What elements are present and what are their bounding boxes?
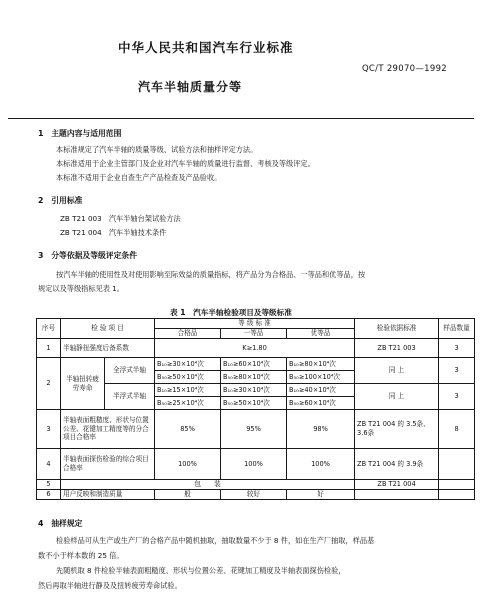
cell-sample: 3 <box>439 339 475 358</box>
cell-item: 用户反映和制造质量 <box>61 490 155 500</box>
cell-seq: 4 <box>37 449 61 480</box>
header-divider <box>8 118 474 119</box>
section-1-para: 本标准不适用于企业自查生产产品检查及产品验收。 <box>56 173 222 182</box>
cell-item: 包 装 <box>61 480 355 490</box>
cell-sample <box>439 490 475 500</box>
cell-basis: ZB T21 004 的 3.9条 <box>355 449 439 480</box>
col-header-basis: 检验依据标准 <box>355 319 439 339</box>
cell-hege: 100% <box>155 449 221 480</box>
cell-basis: ZB T21 004 的 3.5条、3.6条 <box>355 410 439 449</box>
section-1-para: 本标准规定了汽车半轴的质量等级、试验方法和抽样评定方法。 <box>56 145 258 154</box>
cell-seq: 3 <box>37 410 61 449</box>
col-header-grade: 等 级 标 准 <box>155 319 355 329</box>
cell-youdeng: 好 <box>287 490 355 500</box>
cell-youdeng: B₁₀≥80×10⁴次 <box>287 358 355 371</box>
cell-sample <box>439 449 475 480</box>
section-4-para-line: 然后再取半轴进行静及及扭转疲劳寿命试验。 <box>38 581 182 590</box>
cell-basis: 同 上 <box>355 384 439 410</box>
section-4-para-line: 数不小于样本数的 25 倍。 <box>38 551 124 560</box>
col-header-item: 检 验 项 目 <box>61 319 155 339</box>
section-2-heading: 2 引用标准 <box>38 196 83 205</box>
section-3-para-line: 按汽车半轴的使用性及对使用影响至际效益的质量指标，将产品分为合格品、一等品和优等品，按 <box>56 270 366 279</box>
standard-number: QC/T 29070—1992 <box>361 64 447 74</box>
document-title: 汽车半轴质量分等 <box>138 80 243 94</box>
cell-seq: 1 <box>37 339 61 358</box>
cell-hege: B₁₀≥30×10⁴次 <box>155 358 221 371</box>
table-header-row <box>37 319 475 329</box>
cell-item: 半轴表面粗糙度、形状与位置公差、花键加工精度等的分合项目合格率 <box>61 410 155 449</box>
table-row <box>37 449 475 480</box>
col-header-yideng: 一等品 <box>221 329 287 339</box>
cell-item: 半轴静扭强度后备系数 <box>61 339 155 358</box>
cell-youdeng: 100% <box>287 449 355 480</box>
cell-seq: 2 <box>37 358 61 410</box>
section-3-para-line: 规定以及等级指标见表 1。 <box>38 284 124 293</box>
reference-item: ZB T21 004 汽车半轴技术条件 <box>60 228 167 237</box>
cell-hege: 般 <box>155 490 221 500</box>
table-row <box>37 339 475 358</box>
cell-standard: K≥1.80 <box>155 339 355 358</box>
cell-basis <box>355 490 439 500</box>
section-1-para: 本标准适用于企业主管部门及企业对汽车半轴的质量进行监督、考核及等级评定。 <box>56 159 315 168</box>
cell-sample: 3 <box>439 384 475 410</box>
section-4-para-line: 先随机取 8 件检验半轴表面粗糙度、形状与位置公差、花键加工精度及半轴表面探伤检验， <box>56 566 346 575</box>
cell-basis: 同 上 <box>355 358 439 384</box>
cell-yideng: 95% <box>221 410 287 449</box>
table-row <box>37 410 475 449</box>
cell-seq: 6 <box>37 490 61 500</box>
col-header-seq: 序号 <box>37 319 61 339</box>
section-1-heading: 1 主题内容与适用范围 <box>38 129 122 138</box>
col-header-youdeng: 优等品 <box>287 329 355 339</box>
cell-hege: B₁₀≥15×10⁴次 <box>155 384 221 397</box>
col-header-sample: 样品数量 <box>439 319 475 339</box>
cell-youdeng: 98% <box>287 410 355 449</box>
table-row <box>37 358 475 371</box>
table-row <box>37 480 475 490</box>
cell-hege: B₅₀≥50×10⁴次 <box>155 371 221 384</box>
cell-youdeng: B₁₀≥40×10⁴次 <box>287 384 355 397</box>
org-header: 中华人民共和国汽车行业标准 <box>118 40 294 55</box>
cell-yideng: B₅₀≥50×10⁴次 <box>221 397 287 410</box>
cell-yideng: B₁₀≥60×10⁴次 <box>221 358 287 371</box>
cell-subitem: 全浮式半轴 <box>105 358 155 384</box>
cell-basis: ZB T21 003 <box>355 339 439 358</box>
cell-subitem: 半浮式半轴 <box>105 384 155 410</box>
cell-hege: B₅₀≥25×10⁴次 <box>155 397 221 410</box>
grade-table <box>36 318 475 500</box>
col-header-hege: 合格品 <box>155 329 221 339</box>
cell-sample <box>439 480 475 490</box>
cell-youdeng: B₅₀≥60×10⁴次 <box>287 397 355 410</box>
cell-yideng: 100% <box>221 449 287 480</box>
cell-youdeng: B₅₀≥100×10⁴次 <box>287 371 355 384</box>
cell-item: 半轴表面探伤检验的综合项目合格率 <box>61 449 155 480</box>
cell-item: 半轴扭转疲劳寿命 <box>61 358 105 410</box>
cell-basis: ZB T21 004 <box>355 480 439 490</box>
section-4-para-line: 检验样品可从生产或生产厂的合格产品中随机抽取，抽取数量不少于 8 件，如在生产厂抽取，样品基 <box>56 536 375 545</box>
section-3-heading: 3 分等依据及等级评定条件 <box>38 251 137 260</box>
reference-item: ZB T21 003 汽车半轴台架试验方法 <box>60 214 181 223</box>
table-row <box>37 490 475 500</box>
cell-yideng: 较好 <box>221 490 287 500</box>
table-caption: 表 1 汽车半轴检验项目及等级标准 <box>170 308 292 317</box>
cell-yideng: B₁₀≥30×10⁴次 <box>221 384 287 397</box>
cell-sample: 3 <box>439 358 475 384</box>
cell-sample: 8 <box>439 410 475 449</box>
cell-seq: 5 <box>37 480 61 490</box>
cell-hege: 85% <box>155 410 221 449</box>
cell-yideng: B₅₀≥80×10⁴次 <box>221 371 287 384</box>
section-4-heading: 4 抽样规定 <box>38 519 83 528</box>
